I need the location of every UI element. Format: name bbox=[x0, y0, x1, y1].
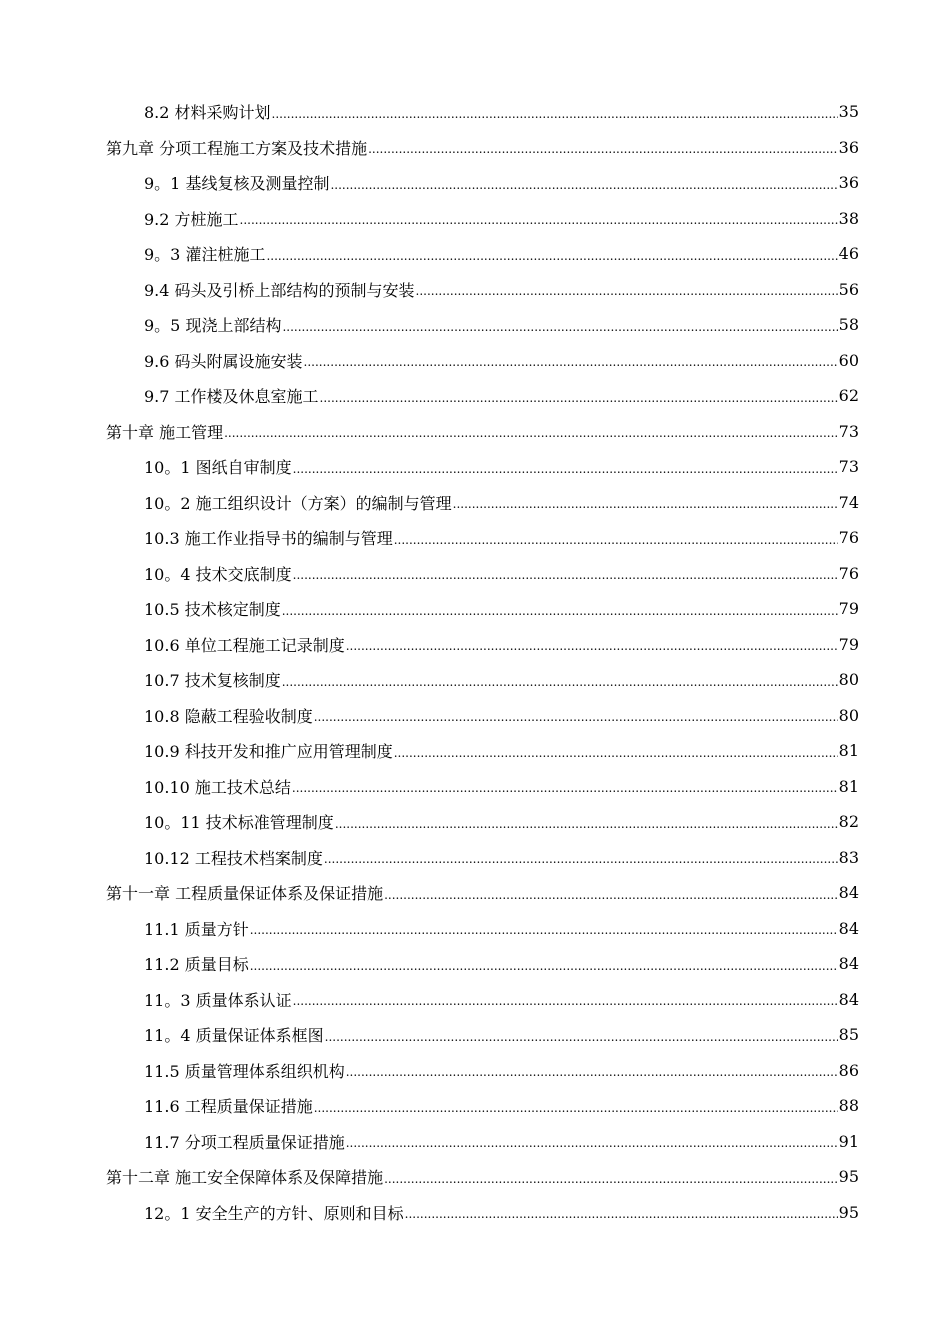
toc-entry-title: 11.2 质量目标 bbox=[144, 955, 249, 975]
toc-dot-leader bbox=[282, 320, 837, 343]
toc-dot-leader bbox=[346, 639, 838, 662]
toc-section-entry[interactable] bbox=[0, 272, 950, 308]
toc-dot-leader bbox=[394, 746, 838, 769]
toc-dot-leader bbox=[384, 1172, 838, 1195]
toc-entry-page-number: 95 bbox=[838, 1167, 859, 1187]
toc-entry-page-number: 74 bbox=[838, 492, 859, 512]
toc-entry-title: 9.7 工作楼及休息室施工 bbox=[144, 387, 319, 407]
toc-dot-leader bbox=[405, 1207, 838, 1230]
toc-entry-title: 第十二章 施工安全保障体系及保障措施 bbox=[106, 1168, 384, 1188]
toc-entry-title: 10.6 单位工程施工记录制度 bbox=[144, 635, 345, 655]
toc-entry-title: 10。2 施工组织设计（方案）的编制与管理 bbox=[144, 493, 452, 513]
toc-entry-page-number: 62 bbox=[838, 386, 859, 406]
toc-dot-leader bbox=[335, 817, 838, 840]
toc-section-entry[interactable] bbox=[0, 343, 950, 379]
toc-entry-page-number: 35 bbox=[838, 102, 859, 122]
toc-entry-page-number: 84 bbox=[838, 954, 859, 974]
toc-entry-page-number: 84 bbox=[838, 883, 859, 903]
toc-section-entry[interactable] bbox=[0, 911, 950, 947]
toc-entry-title: 12。1 安全生产的方针、原则和目标 bbox=[144, 1203, 404, 1223]
toc-entry-page-number: 76 bbox=[838, 528, 859, 548]
toc-chapter-entry[interactable] bbox=[0, 1159, 950, 1195]
toc-entry-title: 10.7 技术复核制度 bbox=[144, 671, 281, 691]
toc-chapter-entry[interactable] bbox=[0, 414, 950, 450]
toc-entry-page-number: 95 bbox=[838, 1202, 859, 1222]
toc-section-entry[interactable] bbox=[0, 1017, 950, 1053]
toc-entry-title: 10。4 技术交底制度 bbox=[144, 564, 292, 584]
toc-entry-page-number: 73 bbox=[838, 457, 859, 477]
toc-entry-page-number: 73 bbox=[838, 421, 859, 441]
toc-section-entry[interactable] bbox=[0, 485, 950, 521]
toc-entry-page-number: 56 bbox=[838, 279, 859, 299]
toc-entry-title: 9.4 码头及引桥上部结构的预制与安装 bbox=[144, 280, 415, 300]
toc-entry-page-number: 58 bbox=[838, 315, 859, 335]
toc-section-entry[interactable] bbox=[0, 1195, 950, 1231]
toc-dot-leader bbox=[272, 107, 838, 130]
toc-entry-page-number: 91 bbox=[838, 1131, 859, 1151]
toc-dot-leader bbox=[325, 1030, 838, 1053]
toc-section-entry[interactable] bbox=[0, 556, 950, 592]
toc-dot-leader bbox=[293, 994, 838, 1017]
toc-entry-title: 10.5 技术核定制度 bbox=[144, 600, 281, 620]
toc-chapter-entry[interactable] bbox=[0, 130, 950, 166]
toc-entry-title: 10.12 工程技术档案制度 bbox=[144, 848, 323, 868]
toc-entry-title: 9。3 灌注桩施工 bbox=[144, 245, 266, 265]
toc-entry-title: 9.2 方桩施工 bbox=[144, 209, 239, 229]
toc-dot-leader bbox=[266, 249, 837, 272]
toc-entry-title: 10.9 科技开发和推广应用管理制度 bbox=[144, 742, 393, 762]
toc-section-entry[interactable] bbox=[0, 1053, 950, 1089]
toc-section-entry[interactable] bbox=[0, 627, 950, 663]
toc-section-entry[interactable] bbox=[0, 982, 950, 1018]
toc-entry-page-number: 60 bbox=[838, 350, 859, 370]
toc-dot-leader bbox=[368, 142, 838, 165]
toc-entry-page-number: 79 bbox=[838, 599, 859, 619]
toc-dot-leader bbox=[394, 533, 838, 556]
toc-section-entry[interactable] bbox=[0, 946, 950, 982]
toc-dot-leader bbox=[416, 284, 838, 307]
toc-section-entry[interactable] bbox=[0, 94, 950, 130]
toc-dot-leader bbox=[346, 1136, 838, 1159]
toc-entry-title: 第十一章 工程质量保证体系及保证措施 bbox=[106, 884, 384, 904]
toc-entry-page-number: 76 bbox=[838, 563, 859, 583]
toc-entry-title: 9.6 码头附属设施安装 bbox=[144, 351, 303, 371]
toc-section-entry[interactable] bbox=[0, 733, 950, 769]
toc-section-entry[interactable] bbox=[0, 307, 950, 343]
toc-entry-page-number: 83 bbox=[838, 847, 859, 867]
toc-section-entry[interactable] bbox=[0, 840, 950, 876]
toc-section-entry[interactable] bbox=[0, 769, 950, 805]
toc-section-entry[interactable] bbox=[0, 804, 950, 840]
toc-dot-leader bbox=[282, 675, 838, 698]
toc-dot-leader bbox=[250, 959, 838, 982]
toc-section-entry[interactable] bbox=[0, 591, 950, 627]
toc-entry-title: 11.6 工程质量保证措施 bbox=[144, 1097, 313, 1117]
toc-entry-title: 第九章 分项工程施工方案及技术措施 bbox=[106, 138, 368, 158]
toc-entry-title: 10.8 隐蔽工程验收制度 bbox=[144, 706, 313, 726]
toc-dot-leader bbox=[250, 923, 838, 946]
toc-entry-title: 11。4 质量保证体系框图 bbox=[144, 1026, 324, 1046]
toc-entry-title: 10。11 技术标准管理制度 bbox=[144, 813, 334, 833]
toc-entry-title: 10.10 施工技术总结 bbox=[144, 777, 291, 797]
toc-dot-leader bbox=[314, 1101, 838, 1124]
toc-dot-leader bbox=[314, 710, 838, 733]
toc-dot-leader bbox=[293, 568, 838, 591]
toc-entry-title: 第十章 施工管理 bbox=[106, 422, 224, 442]
toc-section-entry[interactable] bbox=[0, 378, 950, 414]
toc-section-entry[interactable] bbox=[0, 698, 950, 734]
table-of-contents bbox=[0, 94, 950, 1230]
toc-entry-page-number: 36 bbox=[838, 173, 859, 193]
toc-dot-leader bbox=[453, 497, 838, 520]
toc-section-entry[interactable] bbox=[0, 236, 950, 272]
toc-entry-page-number: 36 bbox=[838, 137, 859, 157]
toc-entry-page-number: 38 bbox=[838, 208, 859, 228]
toc-entry-page-number: 46 bbox=[838, 244, 859, 264]
toc-dot-leader bbox=[293, 462, 838, 485]
toc-entry-page-number: 80 bbox=[838, 670, 859, 690]
toc-entry-page-number: 82 bbox=[838, 812, 859, 832]
toc-chapter-entry[interactable] bbox=[0, 875, 950, 911]
toc-entry-page-number: 84 bbox=[838, 989, 859, 1009]
toc-dot-leader bbox=[330, 178, 837, 201]
toc-dot-leader bbox=[324, 852, 838, 875]
toc-entry-title: 10。1 图纸自审制度 bbox=[144, 458, 292, 478]
toc-section-entry[interactable] bbox=[0, 662, 950, 698]
toc-section-entry[interactable] bbox=[0, 520, 950, 556]
toc-entry-page-number: 81 bbox=[838, 741, 859, 761]
toc-dot-leader bbox=[292, 781, 838, 804]
toc-entry-page-number: 84 bbox=[838, 918, 859, 938]
toc-section-entry[interactable] bbox=[0, 449, 950, 485]
toc-entry-title: 11.5 质量管理体系组织机构 bbox=[144, 1061, 345, 1081]
toc-entry-title: 9。1 基线复核及测量控制 bbox=[144, 174, 330, 194]
toc-entry-title: 11.1 质量方针 bbox=[144, 919, 249, 939]
toc-dot-leader bbox=[282, 604, 838, 627]
toc-dot-leader bbox=[346, 1065, 838, 1088]
toc-entry-page-number: 81 bbox=[838, 776, 859, 796]
toc-section-entry[interactable] bbox=[0, 1088, 950, 1124]
toc-dot-leader bbox=[384, 888, 838, 911]
toc-dot-leader bbox=[320, 391, 838, 414]
toc-entry-page-number: 80 bbox=[838, 705, 859, 725]
toc-section-entry[interactable] bbox=[0, 165, 950, 201]
toc-entry-page-number: 85 bbox=[838, 1025, 859, 1045]
toc-entry-page-number: 79 bbox=[838, 634, 859, 654]
toc-section-entry[interactable] bbox=[0, 201, 950, 237]
toc-entry-title: 11.7 分项工程质量保证措施 bbox=[144, 1132, 345, 1152]
toc-entry-title: 8.2 材料采购计划 bbox=[144, 103, 271, 123]
toc-dot-leader bbox=[224, 426, 838, 449]
toc-dot-leader bbox=[304, 355, 838, 378]
toc-entry-page-number: 86 bbox=[838, 1060, 859, 1080]
toc-entry-title: 10.3 施工作业指导书的编制与管理 bbox=[144, 529, 393, 549]
toc-entry-title: 11。3 质量体系认证 bbox=[144, 990, 292, 1010]
toc-section-entry[interactable] bbox=[0, 1124, 950, 1160]
toc-entry-page-number: 88 bbox=[838, 1096, 859, 1116]
toc-entry-title: 9。5 现浇上部结构 bbox=[144, 316, 282, 336]
toc-dot-leader bbox=[240, 213, 838, 236]
